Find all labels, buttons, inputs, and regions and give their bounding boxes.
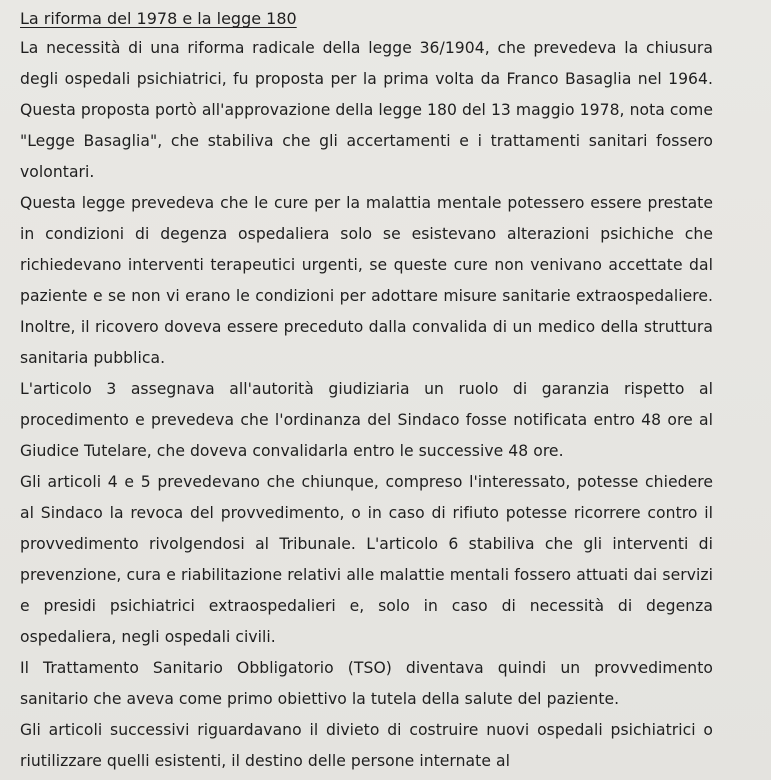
paragraph-1: La necessità di una riforma radicale della legge 36/1904, che prevedeva la chiusura degli ospedali psichiatrici, fu proposta per la prima volta da Franco Basaglia nel 1964. Questa proposta portò all'approvazione della legge 180 del 13 maggio 1978, nota come "Legge Basaglia", che stabiliva che gli accertamenti e i trattamenti sanitari fossero volontari.	[20, 39, 713, 181]
paragraph-4: Gli articoli 4 e 5 prevedevano che chiunque, compreso l'interessato, potesse chiedere al Sindaco la revoca del provvedimento, o in caso di rifiuto potesse ricorrere contro il provvedimento rivolgendosi al Tribunale. L'articolo 6 stabiliva che gli interventi di prevenzione, cura e riabilitazione relativi alle malattie mentali fossero attuati dai servizi e presidi psichiatrici extraospedalieri e, solo in caso di necessità di degenza ospedaliera, negli ospedali civili.	[20, 473, 713, 646]
paragraph-2: Questa legge prevedeva che le cure per la malattia mentale potessero essere prestate in condizioni di degenza ospedaliera solo se esistevano alterazioni psichiche che richiedevano interventi terapeutici urgenti, se queste cure non venivano accettate dal paziente e se non vi erano le condizioni per adottare misure sanitarie extraospedaliere. Inoltre, il ricovero doveva essere preceduto dalla convalida di un medico della struttura sanitaria pubblica.	[20, 194, 713, 367]
paragraph-6: Gli articoli successivi riguardavano il divieto di costruire nuovi ospedali psichiatrici o riutilizzare quelli esistenti, il destino delle persone internate al	[20, 721, 713, 770]
paragraph-3: L'articolo 3 assegnava all'autorità giudiziaria un ruolo di garanzia rispetto al procedimento e prevedeva che l'ordinanza del Sindaco fosse notificata entro 48 ore al Giudice Tutelare, che doveva convalidarla entro le successive 48 ore.	[20, 380, 713, 460]
section-title: La riforma del 1978 e la legge 180	[20, 9, 297, 28]
paragraph-5: Il Trattamento Sanitario Obbligatorio (TSO) diventava quindi un provvedimento sanitario che aveva come primo obiettivo la tutela della salute del paziente.	[20, 659, 713, 708]
